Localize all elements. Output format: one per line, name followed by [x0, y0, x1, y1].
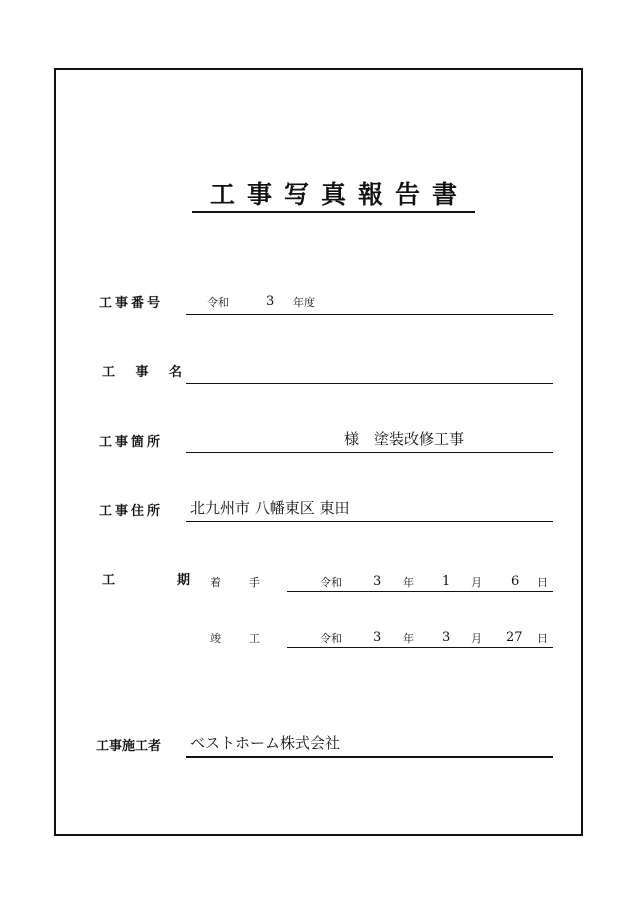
kouki-end-day: 27 [506, 630, 523, 645]
kouki-end-month-unit: 月 [471, 632, 482, 645]
kouji-bangou-underline [186, 314, 553, 315]
kouji-kasho-underline [186, 452, 553, 453]
kouji-bangou-year-suffix: 年度 [293, 296, 315, 309]
kouki-end-year: 3 [373, 630, 382, 645]
kouji-jusho-label: 工事住所 [99, 504, 164, 519]
kouji-kasho-label: 工事箇所 [99, 435, 164, 450]
kouki-end-day-unit: 日 [537, 632, 548, 645]
kouki-start-label: 着 手 [210, 576, 262, 589]
document-title: 工事写真報告書 [192, 180, 475, 213]
kouki-start-month-unit: 月 [471, 576, 482, 589]
kouji-kasho-value: 様 塗装改修工事 [344, 430, 465, 448]
kouji-jusho-underline [186, 521, 553, 522]
kouki-label: 工 期 [102, 573, 203, 588]
kouki-start-underline [287, 591, 553, 592]
kouki-start-day-unit: 日 [537, 576, 548, 589]
kouji-bangou-year: 3 [266, 294, 275, 309]
kouki-start-year-unit: 年 [403, 576, 414, 589]
kouji-mei-underline [186, 383, 553, 384]
kouki-end-underline [287, 647, 553, 648]
kouji-mei-label: 工 事 名 [102, 365, 191, 380]
kouki-start-day: 6 [511, 574, 520, 589]
kouki-end-month: 3 [442, 630, 451, 645]
kouji-sekousha-label: 工事施工者 [96, 739, 162, 754]
kouji-bangou-label: 工事番号 [99, 296, 164, 311]
kouji-jusho-value: 北九州市 八幡東区 東田 [190, 499, 350, 517]
kouki-end-label: 竣 工 [210, 632, 262, 645]
kouji-sekousha-value: ベストホーム株式会社 [190, 734, 341, 752]
kouki-start-year: 3 [373, 574, 382, 589]
kouji-sekousha-underline [186, 756, 553, 758]
kouki-start-era: 令和 [320, 576, 342, 589]
kouki-end-year-unit: 年 [403, 632, 414, 645]
kouji-bangou-era: 令和 [207, 296, 229, 309]
kouki-start-month: 1 [442, 574, 451, 589]
kouki-end-era: 令和 [320, 632, 342, 645]
